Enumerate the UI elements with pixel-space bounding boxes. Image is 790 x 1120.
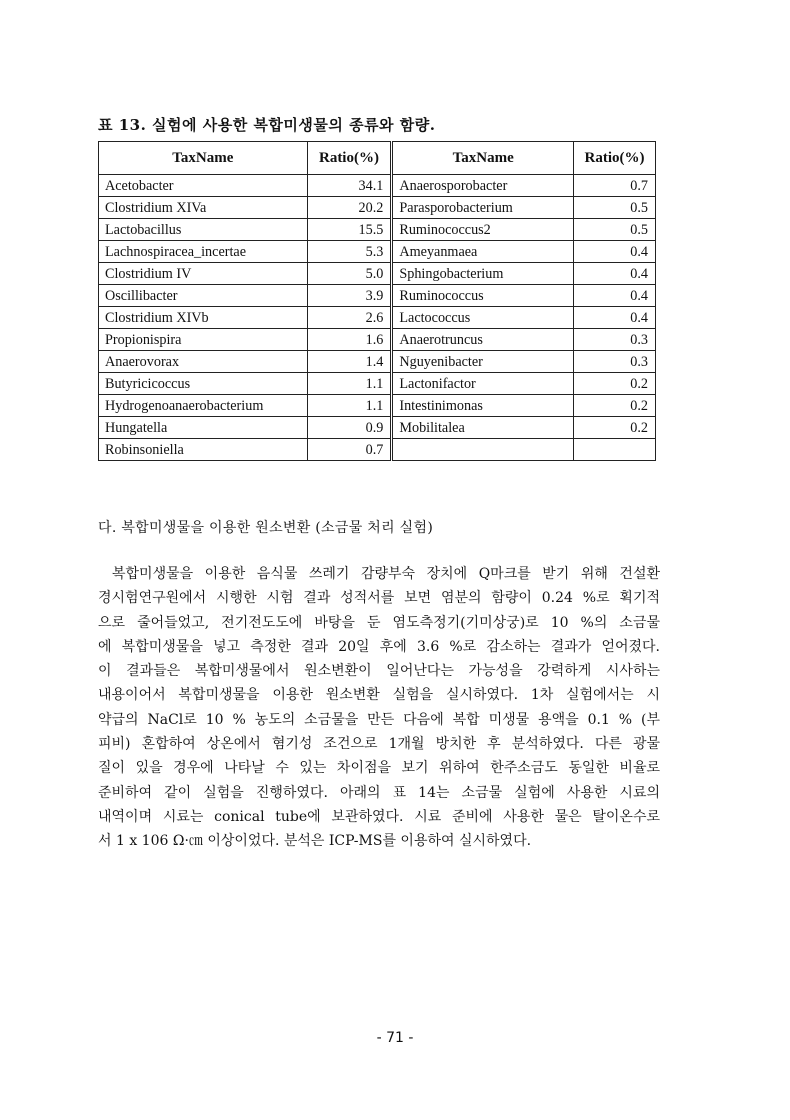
cell-taxname-left: Clostridium XIVb (99, 307, 308, 329)
cell-ratio-right: 0.5 (574, 219, 656, 241)
cell-taxname-right: Mobilitalea (392, 417, 574, 439)
cell-taxname-right (392, 439, 574, 461)
table-row (99, 263, 656, 285)
paragraph-line: 내용이어서 복합미생물을 이용한 원소변환 실험을 실시하였다. 1차 실험에서는 시 (98, 687, 660, 704)
paragraph-line: 내역이며 시료는 conical tube에 보관하였다. 시료 준비에 사용한 물은 탈이온수로 (98, 808, 660, 825)
cell-ratio-right: 0.4 (574, 241, 656, 263)
table-row (99, 197, 656, 219)
header-ratio-right: Ratio(%) (574, 142, 656, 175)
cell-ratio-left: 1.4 (307, 351, 392, 373)
cell-taxname-right: Lactonifactor (392, 373, 574, 395)
page-number: - 71 - (376, 1030, 414, 1046)
cell-ratio-left: 0.9 (307, 417, 392, 439)
cell-ratio-right: 0.2 (574, 417, 656, 439)
cell-taxname-left: Hydrogenoanaerobacterium (99, 395, 308, 417)
cell-ratio-left: 1.1 (307, 373, 392, 395)
cell-ratio-left: 15.5 (307, 219, 392, 241)
cell-taxname-right: Ameyanmaea (392, 241, 574, 263)
cell-taxname-left: Lachnospiracea_incertae (99, 241, 308, 263)
table-caption: 표 13. 실험에 사용한 복합미생물의 종류와 함량. (98, 116, 436, 134)
cell-ratio-right: 0.5 (574, 197, 656, 219)
table-row (99, 307, 656, 329)
cell-ratio-left: 2.6 (307, 307, 392, 329)
cell-ratio-left: 1.1 (307, 395, 392, 417)
cell-taxname-right: Ruminococcus2 (392, 219, 574, 241)
paragraph-line: 질이 있을 경우에 나타날 수 있는 차이점을 보기 위하여 한주소금도 동일한 비율로 (98, 760, 660, 777)
cell-taxname-left: Hungatella (99, 417, 308, 439)
body-paragraph (98, 562, 660, 854)
paragraph-line: 경시험연구원에서 시행한 시험 결과 성적서를 보면 염분의 함량이 0.24 %로 획기적 (98, 590, 660, 607)
paragraph-line: 약급의 NaCl로 10 % 농도의 소금물을 만든 다음에 복합 미생물 용액을 0.1 % (부 (98, 711, 660, 728)
cell-taxname-left: Oscillibacter (99, 285, 308, 307)
cell-ratio-left: 20.2 (307, 197, 392, 219)
cell-taxname-left: Butyricicoccus (99, 373, 308, 395)
cell-taxname-left: Acetobacter (99, 175, 308, 197)
table-row (99, 329, 656, 351)
cell-ratio-right: 0.3 (574, 351, 656, 373)
table-header-row (99, 142, 656, 175)
cell-taxname-left: Robinsoniella (99, 439, 308, 461)
cell-taxname-left: Clostridium XIVa (99, 197, 308, 219)
table-row (99, 351, 656, 373)
cell-taxname-left: Anaerovorax (99, 351, 308, 373)
cell-ratio-right (574, 439, 656, 461)
cell-ratio-right: 0.4 (574, 307, 656, 329)
table-row (99, 285, 656, 307)
microbe-composition-table (98, 141, 656, 461)
section-heading: 다. 복합미생물을 이용한 원소변환 (소금물 처리 실험) (98, 520, 434, 536)
table-row (99, 417, 656, 439)
cell-taxname-right: Intestinimonas (392, 395, 574, 417)
cell-ratio-right: 0.4 (574, 263, 656, 285)
cell-ratio-left: 5.3 (307, 241, 392, 263)
cell-ratio-left: 34.1 (307, 175, 392, 197)
paragraph-line: 서 1 x 106 Ω·㎝ 이상이었다. 분석은 ICP-MS를 이용하여 실시하였다. (98, 833, 532, 850)
cell-taxname-left: Lactobacillus (99, 219, 308, 241)
cell-ratio-left: 3.9 (307, 285, 392, 307)
header-taxname-right: TaxName (392, 142, 574, 175)
paragraph-line: 피비) 혼합하여 상온에서 혐기성 조건으로 1개월 방치한 후 분석하였다. 다른 광물 (98, 736, 660, 753)
cell-taxname-right: Parasporobacterium (392, 197, 574, 219)
cell-ratio-left: 0.7 (307, 439, 392, 461)
cell-taxname-right: Ruminococcus (392, 285, 574, 307)
cell-taxname-right: Sphingobacterium (392, 263, 574, 285)
paragraph-line: 준비하여 같이 실험을 진행하였다. 아래의 표 14는 소금물 실험에 사용한 시료의 (98, 784, 660, 801)
table-row (99, 219, 656, 241)
cell-ratio-right: 0.2 (574, 395, 656, 417)
cell-taxname-left: Propionispira (99, 329, 308, 351)
cell-ratio-right: 0.2 (574, 373, 656, 395)
cell-taxname-right: Anaerosporobacter (392, 175, 574, 197)
paragraph-line: 복합미생물을 이용한 음식물 쓰레기 감량부숙 장치에 Q마크를 받기 위해 건설환 (112, 566, 660, 582)
cell-ratio-right: 0.3 (574, 329, 656, 351)
cell-taxname-right: Nguyenibacter (392, 351, 574, 373)
cell-taxname-right: Lactococcus (392, 307, 574, 329)
table-row (99, 395, 656, 417)
cell-ratio-left: 5.0 (307, 263, 392, 285)
table-row (99, 241, 656, 263)
cell-ratio-right: 0.7 (574, 175, 656, 197)
table-body (99, 175, 656, 461)
header-ratio-left: Ratio(%) (307, 142, 392, 175)
paragraph-line: 에 복합미생물을 넣고 측정한 결과 20일 후에 3.6 %로 감소하는 결과가 얻어졌다. (98, 638, 660, 655)
table-row (99, 175, 656, 197)
table-row (99, 373, 656, 395)
cell-ratio-left: 1.6 (307, 329, 392, 351)
header-taxname-left: TaxName (99, 142, 308, 175)
paragraph-line: 으로 줄어들었고, 전기전도도에 바탕을 둔 염도측정기(기미상궁)로 10 %의 소금물 (98, 614, 660, 631)
cell-ratio-right: 0.4 (574, 285, 656, 307)
cell-taxname-right: Anaerotruncus (392, 329, 574, 351)
paragraph-line: 이 결과들은 복합미생물에서 원소변환이 일어난다는 가능성을 강력하게 시사하는 (98, 663, 660, 680)
table-row (99, 439, 656, 461)
cell-taxname-left: Clostridium IV (99, 263, 308, 285)
